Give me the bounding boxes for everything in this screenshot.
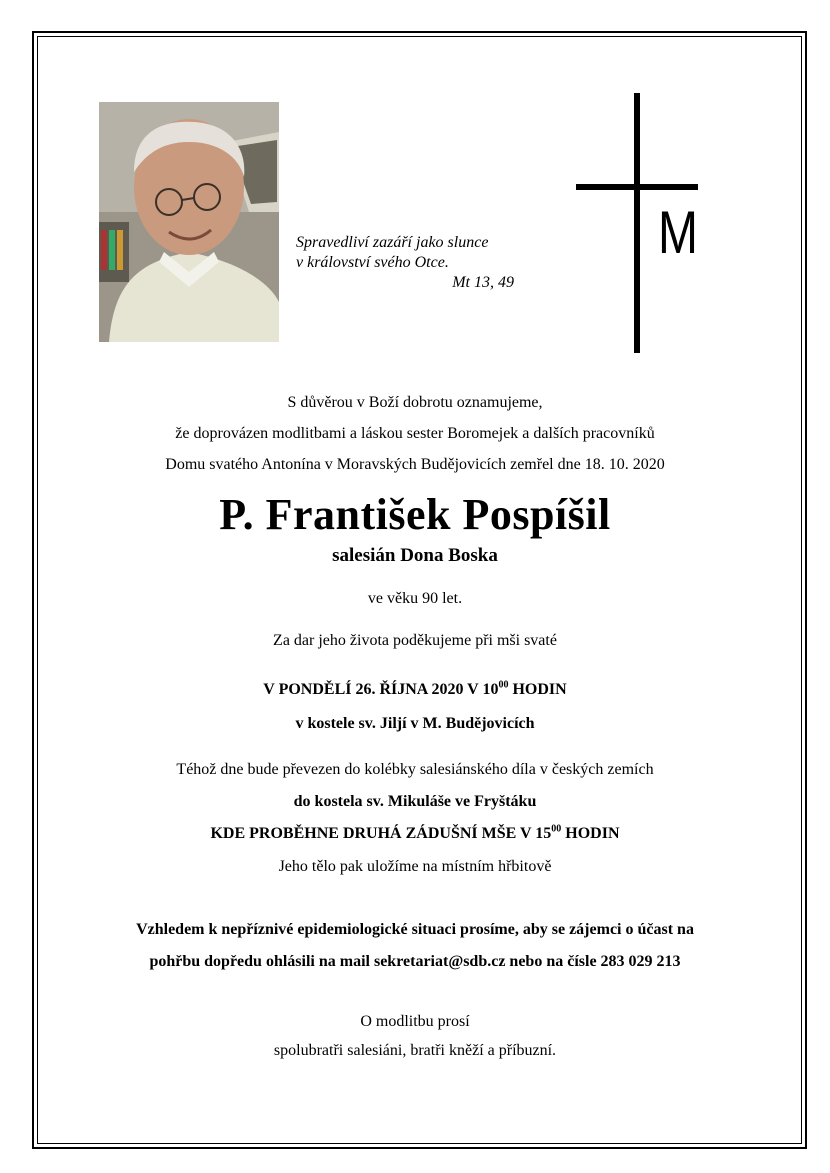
deceased-name: P. František Pospíšil bbox=[219, 490, 611, 539]
notice-line-1: Vzhledem k nepříznivé epidemiologické situaci prosíme, aby se zájemci o účast na bbox=[136, 921, 694, 938]
cross-horizontal-bar bbox=[576, 184, 698, 190]
announcement-line-2: že doprovázen modlitbami a láskou sester Boromejek a dalších pracovníků bbox=[175, 425, 655, 442]
mass2-time: KDE PROBĚHNE DRUHÁ ZÁDUŠNÍ MŠE V $15^{00}$ HODIN bbox=[210, 823, 620, 842]
portrait-photo bbox=[99, 102, 279, 342]
mass1-time: V PONDĚLÍ 26. ŘÍJNA 2020 V $10^{00}$ HODIN bbox=[263, 679, 567, 698]
bible-quote bbox=[296, 233, 526, 293]
quote-line-2: v království svého Otce. bbox=[296, 254, 449, 271]
notice-line-2: pohřbu dopředu ohlásili na mail sekretariat@sdb.cz nebo na čísle 283 029 213 bbox=[149, 953, 681, 970]
quote-line-1: Spravedliví zazáří jako slunce bbox=[296, 234, 489, 251]
mass2-intro: Téhož dne bude převezen do kolébky salesiánského díla v českých zemích bbox=[176, 761, 654, 778]
closing-line-2: spolubratři salesiáni, bratři kněží a příbuzní. bbox=[273, 1042, 557, 1059]
quote-reference: Mt 13, 49 bbox=[452, 274, 514, 291]
announcement-line-1: S důvěrou v Boží dobrotu oznamujeme, bbox=[287, 394, 543, 411]
mass2-place: do kostela sv. Mikuláše ve Fryštáku bbox=[293, 793, 537, 810]
announcement-line-3: Domu svatého Antonína v Moravských Budějovicích zemřel dne 18. 10. 2020 bbox=[165, 456, 665, 473]
cross-vertical-bar bbox=[634, 93, 640, 353]
cross-letter: M bbox=[658, 199, 698, 266]
mass2-burial: Jeho tělo pak uložíme na místním hřbitově bbox=[278, 858, 552, 875]
closing-line-1: O modlitbu prosí bbox=[360, 1013, 470, 1030]
deceased-age: ve věku 90 let. bbox=[367, 590, 463, 607]
mass1-intro: Za dar jeho života poděkujeme při mši svaté bbox=[273, 632, 557, 649]
cross-symbol bbox=[576, 93, 698, 355]
deceased-title: salesián Dona Boska bbox=[332, 545, 498, 566]
mass1-place: v kostele sv. Jiljí v M. Budějovicích bbox=[295, 715, 535, 732]
